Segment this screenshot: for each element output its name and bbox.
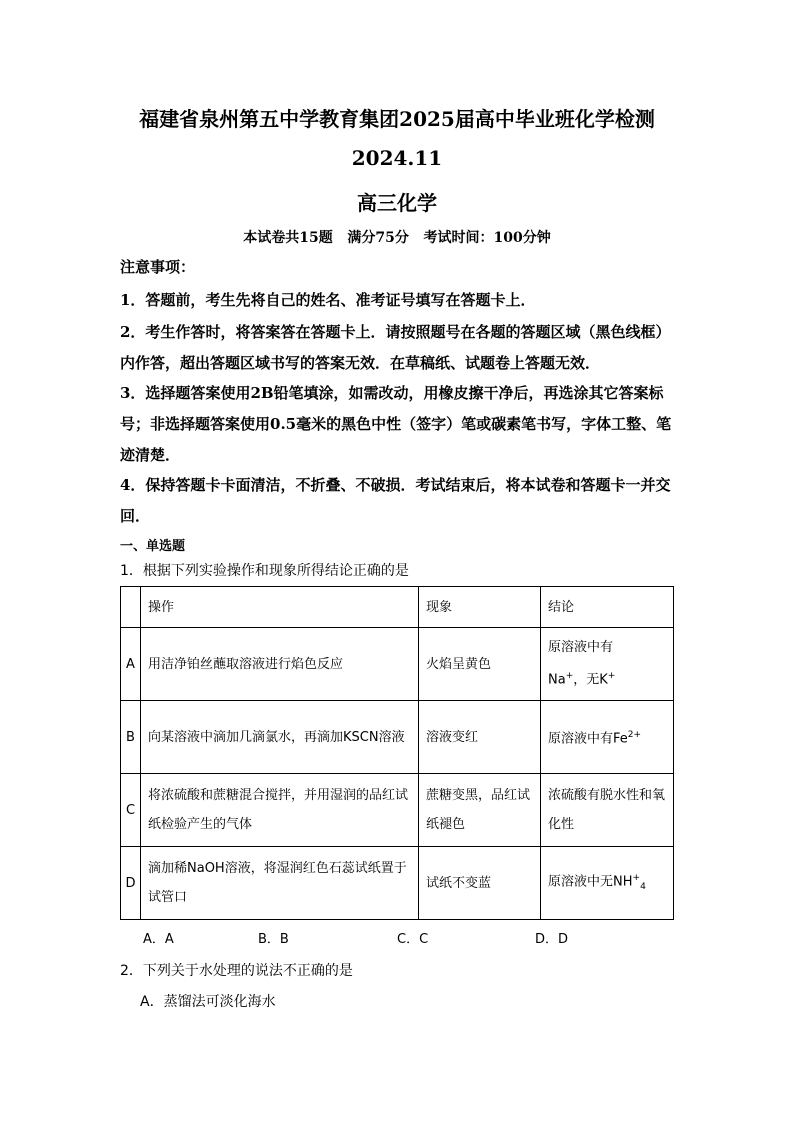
header-conclusion: 结论 — [541, 587, 674, 628]
row-key: C — [121, 774, 141, 847]
header-key — [121, 587, 141, 628]
exam-meta: 本试卷共15题 满分75分 考试时间：100分钟 — [243, 230, 551, 246]
header-operation: 操作 — [141, 587, 419, 628]
row-phenomenon: 火焰呈黄色 — [419, 628, 541, 701]
row-key: A — [121, 628, 141, 701]
row-operation: 用洁净铂丝蘸取溶液进行焰色反应 — [141, 628, 419, 701]
table-row — [121, 701, 674, 774]
note-item-4: 4．保持答题卡卡面清洁，不折叠、不破损．考试结束后，将本试卷和答题卡一并交回． — [120, 476, 671, 525]
notes-heading: 注意事项： — [120, 258, 196, 276]
row-phenomenon: 试纸不变蓝 — [419, 847, 541, 920]
section-heading: 一、单选题 — [120, 539, 186, 554]
table-row — [121, 774, 674, 847]
question-2-option-a[interactable]: A．蒸馏法可淡化海水 — [140, 994, 276, 1010]
row-conclusion: 浓硫酸有脱水性和氧化性 — [541, 774, 674, 847]
option-a[interactable]: A．A — [143, 932, 174, 947]
question-1-table — [120, 586, 674, 920]
conclusion-line: Na+，无K+ — [548, 671, 616, 688]
header-phenomenon: 现象 — [419, 587, 541, 628]
exam-subject: 高三化学 — [357, 191, 437, 215]
row-operation: 将浓硫酸和蔗糖混合搅拌，并用湿润的品红试纸检验产生的气体 — [141, 774, 419, 847]
row-phenomenon: 溶液变红 — [419, 701, 541, 774]
table-header-row — [121, 587, 674, 628]
note-item-2: 2．考生作答时，将答案答在答题卡上．请按照题号在各题的答题区域（黑色线框）内作答，超出答题区域书写的答案无效．在草稿纸、试题卷上答题无效． — [120, 323, 671, 372]
note-item-3: 3．选择题答案使用2B铅笔填涂，如需改动，用橡皮擦干净后，再选涂其它答案标号；非选择题答案使用0.5毫米的黑色中性（签字）笔或碳素笔书写，字体工整、笔迹清楚． — [120, 384, 672, 464]
option-c[interactable]: C．C — [397, 932, 429, 947]
row-conclusion: 原溶液中无$NH^+_4$ — [541, 847, 674, 920]
note-item-1: 1．答题前，考生先将自己的姓名、准考证号填写在答题卡上． — [120, 291, 536, 309]
table-row — [121, 847, 674, 920]
conclusion-line: 原溶液中有 — [548, 640, 614, 656]
table-row — [121, 628, 674, 701]
exam-title: 福建省泉州第五中学教育集团2025届高中毕业班化学检测 — [139, 107, 655, 131]
row-phenomenon: 蔗糖变黑，品红试纸褪色 — [419, 774, 541, 847]
question-2-stem: 2．下列关于水处理的说法不正确的是 — [120, 963, 353, 979]
option-b[interactable]: B．B — [258, 932, 289, 947]
row-operation: 滴加稀NaOH溶液，将湿润红色石蕊试纸置于试管口 — [141, 847, 419, 920]
row-operation: 向某溶液中滴加几滴氯水，再滴加KSCN溶液 — [141, 701, 419, 774]
question-1-stem: 1．根据下列实验操作和现象所得结论正确的是 — [120, 563, 409, 579]
exam-date: 2024.11 — [351, 146, 443, 170]
row-key: D — [121, 847, 141, 920]
row-key: B — [121, 701, 141, 774]
row-conclusion — [541, 628, 674, 701]
option-d[interactable]: D．D — [535, 932, 569, 947]
row-conclusion: 原溶液中有$Fe^{2+}$ — [541, 701, 674, 774]
